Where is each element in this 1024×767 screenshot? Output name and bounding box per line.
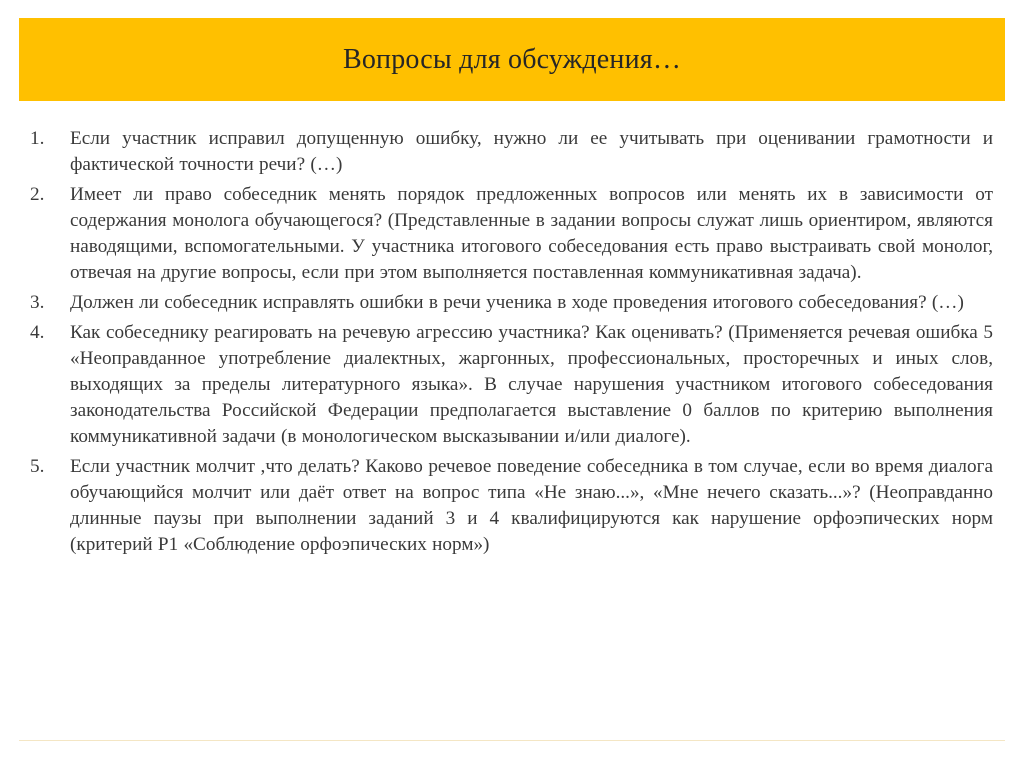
list-item [30, 320, 993, 450]
item-number: 5. [30, 456, 45, 477]
title-bar [19, 18, 1005, 101]
item-text: Как собеседнику реагировать на речевую агрессию участника? Как оценивать? (Применяется речевая ошибка 5 «Неоправданное употребление диалектных, жаргонных, профессиональных, просторечных и иных слов, выходящих за пределы литературного языка». В случае нарушения участником итогового собеседования законодательства Российской Федерации предполагается выставление 0 баллов по критерию выполнения коммуникативной задачи (в монологическом высказывании и/или диалоге). [70, 322, 993, 447]
list-item [30, 290, 993, 316]
item-text: Если участник исправил допущенную ошибку, нужно ли ее учитывать при оценивании грамотности и фактической точности речи? (…) [70, 128, 993, 175]
item-text: Если участник молчит ,что делать? Каково речевое поведение собеседника в том случае, если во время диалога обучающийся молчит или даёт ответ на вопрос типа «Не знаю...», «Мне нечего сказать...»? (Неоправданно длинные паузы при выполнении заданий 3 и 4 квалифицируются как нарушение орфоэпических норм (критерий Р1 «Соблюдение орфоэпических норм») [70, 456, 993, 555]
list-item [30, 182, 993, 286]
item-number: 4. [30, 322, 45, 343]
item-number: 3. [30, 292, 45, 313]
item-number: 2. [30, 184, 45, 205]
bottom-divider [19, 740, 1005, 741]
list-item [30, 126, 993, 178]
question-list [30, 126, 993, 562]
slide-title: Вопросы для обсуждения… [342, 43, 682, 75]
item-text: Имеет ли право собеседник менять порядок предложенных вопросов или менять их в зависимости от содержания монолога обучающегося? (Представленные в задании вопросы служат лишь ориентиром, являются наводящими, вспомогательными. У участника итогового собеседования есть право выстраивать свой монолог, отвечая на другие вопросы, если при этом выполняется поставленная коммуникативная задача). [70, 184, 993, 283]
list-item [30, 454, 993, 558]
item-number: 1. [30, 128, 45, 149]
item-text: Должен ли собеседник исправлять ошибки в речи ученика в ходе проведения итогового собеседования? (…) [70, 292, 964, 313]
